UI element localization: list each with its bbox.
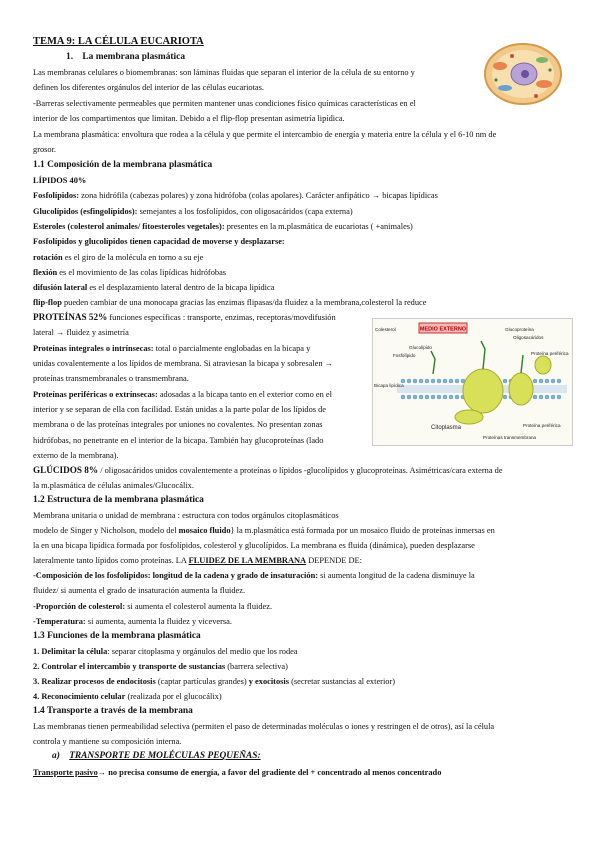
paragraph-line (33, 221, 413, 232)
paragraph-line: definen los diferentes orgánulos del interior de las células eucariotas. (33, 83, 265, 92)
paragraph-line: unidas covalentemente a los lípidos de membrana. Si atraviesan la bicapa y sobresalen → (33, 359, 334, 368)
paragraph-line: La membrana plasmática: envoltura que rodea a la célula y que permite el intercambio de energía y materia entre la célula y el 6-10 nm de (33, 130, 497, 139)
subsection-heading: 1.4 Transporte a través de la membrana (33, 706, 193, 716)
paragraph-line (33, 616, 232, 627)
definition: funciones específicas : transporte, enzimas, receptoras/movdifusión (107, 313, 336, 322)
term: Transporte pasivo (33, 768, 98, 777)
paragraph-line: externo de la membrana). (33, 451, 119, 460)
definition: es el desplazamiento lateral dentro de la bicapa lipídica (87, 283, 275, 292)
definition: si aumenta longitud de la cadena disminuye la (318, 571, 475, 580)
definition: / oligosacáridos unidos covalentemente a proteínas o lípidos -glucolípidos y glucoproteínas. Asimétricas/cara externa de (98, 466, 503, 475)
section-number: 1. (66, 52, 74, 62)
definition: es el giro de la molécula en torno a su eje (62, 253, 204, 262)
paragraph-line (33, 190, 438, 201)
definition: (realizada por el glucocálix) (125, 692, 222, 701)
text: DEPENDE DE: (306, 556, 362, 565)
paragraph-line (33, 343, 310, 354)
paragraph-line (33, 312, 336, 323)
definition: si aumenta, aumenta la fluidez y viceversa. (85, 617, 232, 626)
term: -Composición de los fosfolípidos: longitud de la cadena y grado de insaturación: (33, 571, 319, 580)
paragraph-line: proteínas transmembranales o transmembrana. (33, 374, 189, 383)
term: 3. Realizar procesos de endocitosis (33, 677, 156, 686)
paragraph-line (33, 297, 426, 308)
term: 2. Controlar el intercambio y transporte de sustancias (33, 662, 226, 671)
paragraph-line (33, 252, 203, 263)
paragraph-line (33, 601, 272, 612)
text: lateralmente tanto lípidos como proteínas. LA (33, 556, 189, 565)
paragraph-line: fluidez/ si aumenta el grado de insaturación aumenta la fluidez. (33, 586, 246, 595)
paragraph-line: membrana o de las proteínas integrales por uniones no covalentes. No presentan zonas (33, 420, 323, 429)
label-citoplasma: Citoplasma (431, 425, 462, 431)
paragraph-line: lateral → fluidez y asimetría (33, 328, 129, 337)
term: FLUIDEZ DE LA MEMBRANA (188, 556, 307, 565)
subsection-heading: 1.2 Estructura de la membrana plasmática (33, 495, 204, 505)
definition: (barrera selectiva) (225, 662, 288, 671)
section-title: La membrana plasmática (82, 52, 186, 62)
paragraph-line (33, 389, 332, 400)
paragraph-line: interior de los compartimentos que limitan. Debido a el flip-flop presentan asimetría lipídica. (33, 114, 345, 123)
paragraph-line: hidrófobas, no penetrante en el interior de la bicapa. También hay glucoproteínas (lado (33, 436, 324, 445)
definition: es el movimiento de las colas lipídicas hidrófobas (57, 268, 227, 277)
paragraph-line (33, 570, 475, 581)
paragraph-line: grosor. (33, 145, 57, 154)
cell-illustration (478, 36, 568, 110)
list-item (33, 691, 222, 702)
paragraph-line (33, 267, 226, 278)
label-medio-externo: MEDIO EXTERNO (419, 326, 467, 333)
definition: (secretar sustancias al exterior) (289, 677, 396, 686)
label-glucolipido: Glucolípido (409, 345, 432, 350)
subheading-transport (52, 751, 261, 762)
term: PROTEÍNAS 52% (33, 312, 108, 322)
paragraph-line: controla y mantiene su composición interna. (33, 737, 182, 746)
subsection-heading: 1.1 Composición de la membrana plasmática (33, 160, 213, 170)
paragraph-line: Fosfolípidos y glucolípidos tienen capacidad de moverse y desplazarse: (33, 237, 285, 246)
term: flexión (33, 268, 58, 277)
definition: : separar citoplasma y orgánulos del medio que los rodea (107, 647, 298, 656)
definition: (captar partículas grandes) (155, 677, 249, 686)
term: 1. Delimitar la célula (33, 647, 108, 656)
text: modelo de Singer y Nicholson, modelo del (33, 526, 179, 535)
list-item (33, 661, 288, 672)
paragraph-line: -Barreras selectivamente permeables que permiten mantener unas condiciones físico químicas características en el (33, 99, 416, 108)
list-item (33, 646, 298, 657)
page-title: TEMA 9: LA CÉLULA EUCARIOTA (33, 36, 204, 47)
term: y exocitosis (248, 677, 290, 686)
paragraph-line (33, 282, 274, 293)
section-1-heading (66, 52, 185, 63)
term: Esteroles (colesterol animales/ fitoesteroles vegetales): (33, 222, 225, 231)
subsection-heading: 1.3 Funciones de la membrana plasmática (33, 631, 201, 641)
term: rotación (33, 253, 63, 262)
paragraph-line: Las membranas celulares o biomembranas: son láminas fluidas que separan el interior de la célula de su entorno y (33, 68, 415, 77)
definition: adosadas a la bicapa tanto en el exterior como en el (157, 390, 332, 399)
label-proteina-periferica: Proteína periférica (531, 351, 569, 356)
definition: semejantes a los fosfolípidos, con oligosacáridos (capa externa) (137, 207, 353, 216)
definition: → no precisa consumo de energía, a favor del gradiente del + concentrado al menos concentrado (97, 768, 442, 777)
paragraph-line: Membrana unitaria o unidad de membrana : estructura con todos orgánulos citoplasmáticos (33, 511, 339, 520)
term: Fosfolípidos: (33, 191, 80, 200)
paragraph-line (33, 555, 362, 566)
term: Glucolípidos (esfingolípidos): (33, 207, 138, 216)
label-fosfolipido: Fosfolípido (393, 353, 416, 358)
term: 4. Reconocimiento celular (33, 692, 126, 701)
label-proteina-periferica-2: Proteína periférica (523, 423, 561, 428)
definition: presentes en la m.plasmática de eucariotas ( +animales) (224, 222, 413, 231)
list-letter: a) (52, 751, 60, 761)
term: Proteínas periféricas o extrínsecas: (33, 390, 158, 399)
term: flip-flop (33, 298, 62, 307)
definition: zona hidrófila (cabezas polares) y zona hidrófoba (colas apolares). Carácter anfipático → bicapas lipídicas (79, 191, 438, 200)
label-colesterol: Colesterol (375, 327, 396, 332)
subheading-text: TRANSPORTE DE MOLÉCULAS PEQUEÑAS: (69, 751, 261, 761)
lipidos-heading: LÍPIDOS 40% (33, 176, 87, 185)
definition: pueden cambiar de una monocapa gracias las enzimas flipasas/da fluidez a la membrana,colesterol la reduce (61, 298, 427, 307)
paragraph-line (33, 767, 441, 778)
label-proteinas-transmembrana: Proteínas transmembrana (483, 435, 537, 440)
paragraph-line (33, 525, 495, 536)
membrane-diagram (372, 318, 573, 446)
definition: si aumenta el colesterol aumenta la fluidez. (125, 602, 273, 611)
text: } la m.plasmática está formada por un mosaico fluido de proteínas inmersas en (230, 526, 495, 535)
term: mosaico fluido (178, 526, 231, 535)
term: -Temperatura: (33, 617, 86, 626)
label-bicapa: Bicapa lipídica (374, 383, 404, 388)
definition: total o parcialmente englobadas en la bicapa y (153, 344, 311, 353)
paragraph-line (33, 206, 353, 217)
term: GLÚCIDOS 8% (33, 465, 99, 475)
paragraph-line: interior y se separan de ella con facilidad. Están unidas a la parte polar de los lípidos de (33, 405, 327, 414)
paragraph-line: la en una bicapa lipídica formada por fosfolípidos, colesterol y glucolípidos. La membrana es fluida (dinámica), pueden desplazarse (33, 541, 475, 550)
label-glucoproteina: Glucoproteína (505, 327, 534, 332)
term: -Proporción de colesterol: (33, 602, 126, 611)
paragraph-line: Las membranas tienen permeabilidad selectiva (permiten el paso de determinadas moléculas o iones y restringen el de otros), así la célula (33, 722, 495, 731)
label-oligosacaridos: Oligosacáridos (513, 335, 544, 340)
paragraph-line: la m.plasmática de células animales/Glucocálix. (33, 481, 194, 490)
list-item (33, 676, 395, 687)
paragraph-line (33, 465, 503, 476)
term: difusión lateral (33, 283, 88, 292)
term: Proteínas integrales o intrínsecas: (33, 344, 154, 353)
